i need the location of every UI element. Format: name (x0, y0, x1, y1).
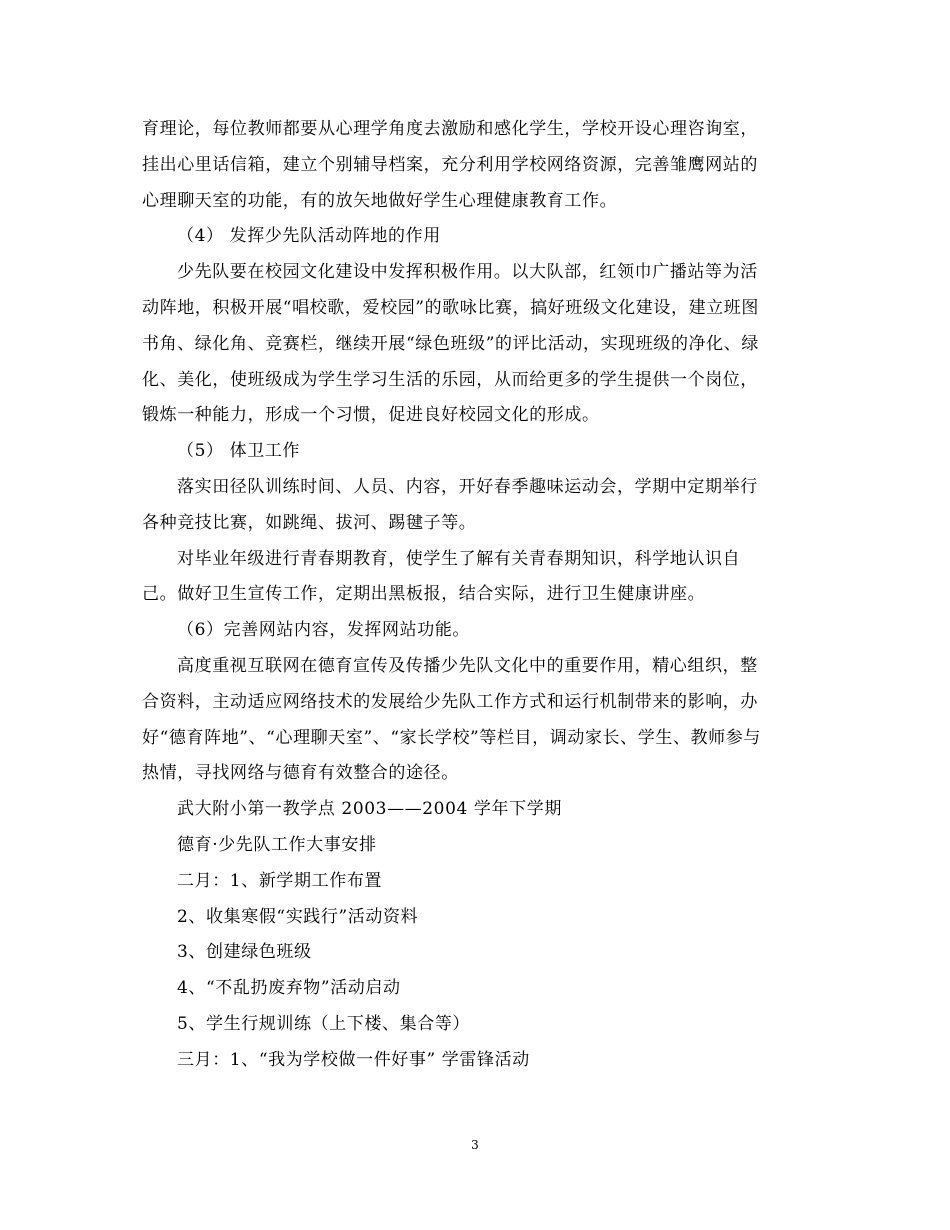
text-line: 4、“不乱扔废弃物”活动启动 (177, 978, 401, 999)
text-line: （5） 体卫工作 (177, 441, 301, 462)
document-body (142, 112, 812, 1079)
text-line: 德育·少先队工作大事安排 (177, 834, 377, 855)
text-line: 落实田径队训练时间、人员、内容，开好春季趣味运动会，学期中定期举行 (177, 476, 758, 497)
text-line: 挂出心里话信箱，建立个别辅导档案，充分利用学校网络资源，完善雏鹰网站的 (142, 154, 758, 175)
text-line: 对毕业年级进行青春期教育，使学生了解有关青春期知识，科学地认识自 (177, 548, 741, 569)
text-line: 5、学生行规训练（上下楼、集合等） (177, 1013, 471, 1034)
text-line: 武大附小第一教学点 2003——2004 学年下学期 (177, 799, 562, 820)
text-line: 合资料，主动适应网络技术的发展给少先队工作方式和运行机制带来的影响，办 (142, 691, 758, 712)
text-line: 3、创建绿色班级 (177, 942, 312, 963)
text-line: 心理聊天室的功能，有的放矢地做好学生心理健康教育工作。 (142, 190, 618, 211)
text-line: 化、美化，使班级成为学生学习生活的乐园，从而给更多的学生提供一个岗位， (142, 369, 758, 390)
text-line: 好“德育阵地”、“心理聊天室”、“家长学校”等栏目，调动家长、学生、教师参与 (142, 727, 761, 748)
page-number: 3 (471, 1138, 479, 1152)
text-line: 己。做好卫生宣传工作，定期出黑板报，结合实际，进行卫生健康讲座。 (142, 584, 706, 605)
text-line: 育理论，每位教师都要从心理学角度去激励和感化学生，学校开设心理咨询室， (142, 119, 758, 139)
text-line: 锻炼一种能力，形成一个习惯，促进良好校园文化的形成。 (142, 405, 600, 426)
text-line: 三月：1、“我为学校做一件好事” 学雷锋活动 (177, 1049, 530, 1070)
text-line: （4） 发挥少先队活动阵地的作用 (177, 226, 441, 247)
text-line: 二月：1、新学期工作布置 (177, 870, 383, 891)
text-line: （6）完善网站内容，发挥网站功能。 (177, 620, 471, 641)
text-line: 各种竞技比赛，如跳绳、拔河、踢毽子等。 (142, 512, 477, 533)
text-line: 高度重视互联网在德育宣传及传播少先队文化中的重要作用，精心组织，整 (177, 655, 758, 676)
text-line: 书角、绿化角、竞赛栏，继续开展“绿色班级”的评比活动，实现班级的净化、绿 (142, 333, 759, 354)
text-line: 2、收集寒假“实践行”活动资料 (177, 906, 419, 927)
text-line: 少先队要在校园文化建设中发挥积极作用。以大队部，红领巾广播站等为活 (177, 262, 758, 283)
text-line: 动阵地，积极开展“唱校歌，爱校园”的歌咏比赛，搞好班级文化建设，建立班图 (142, 297, 759, 318)
text-line: 热情，寻找网络与德育有效整合的途径。 (142, 763, 459, 784)
